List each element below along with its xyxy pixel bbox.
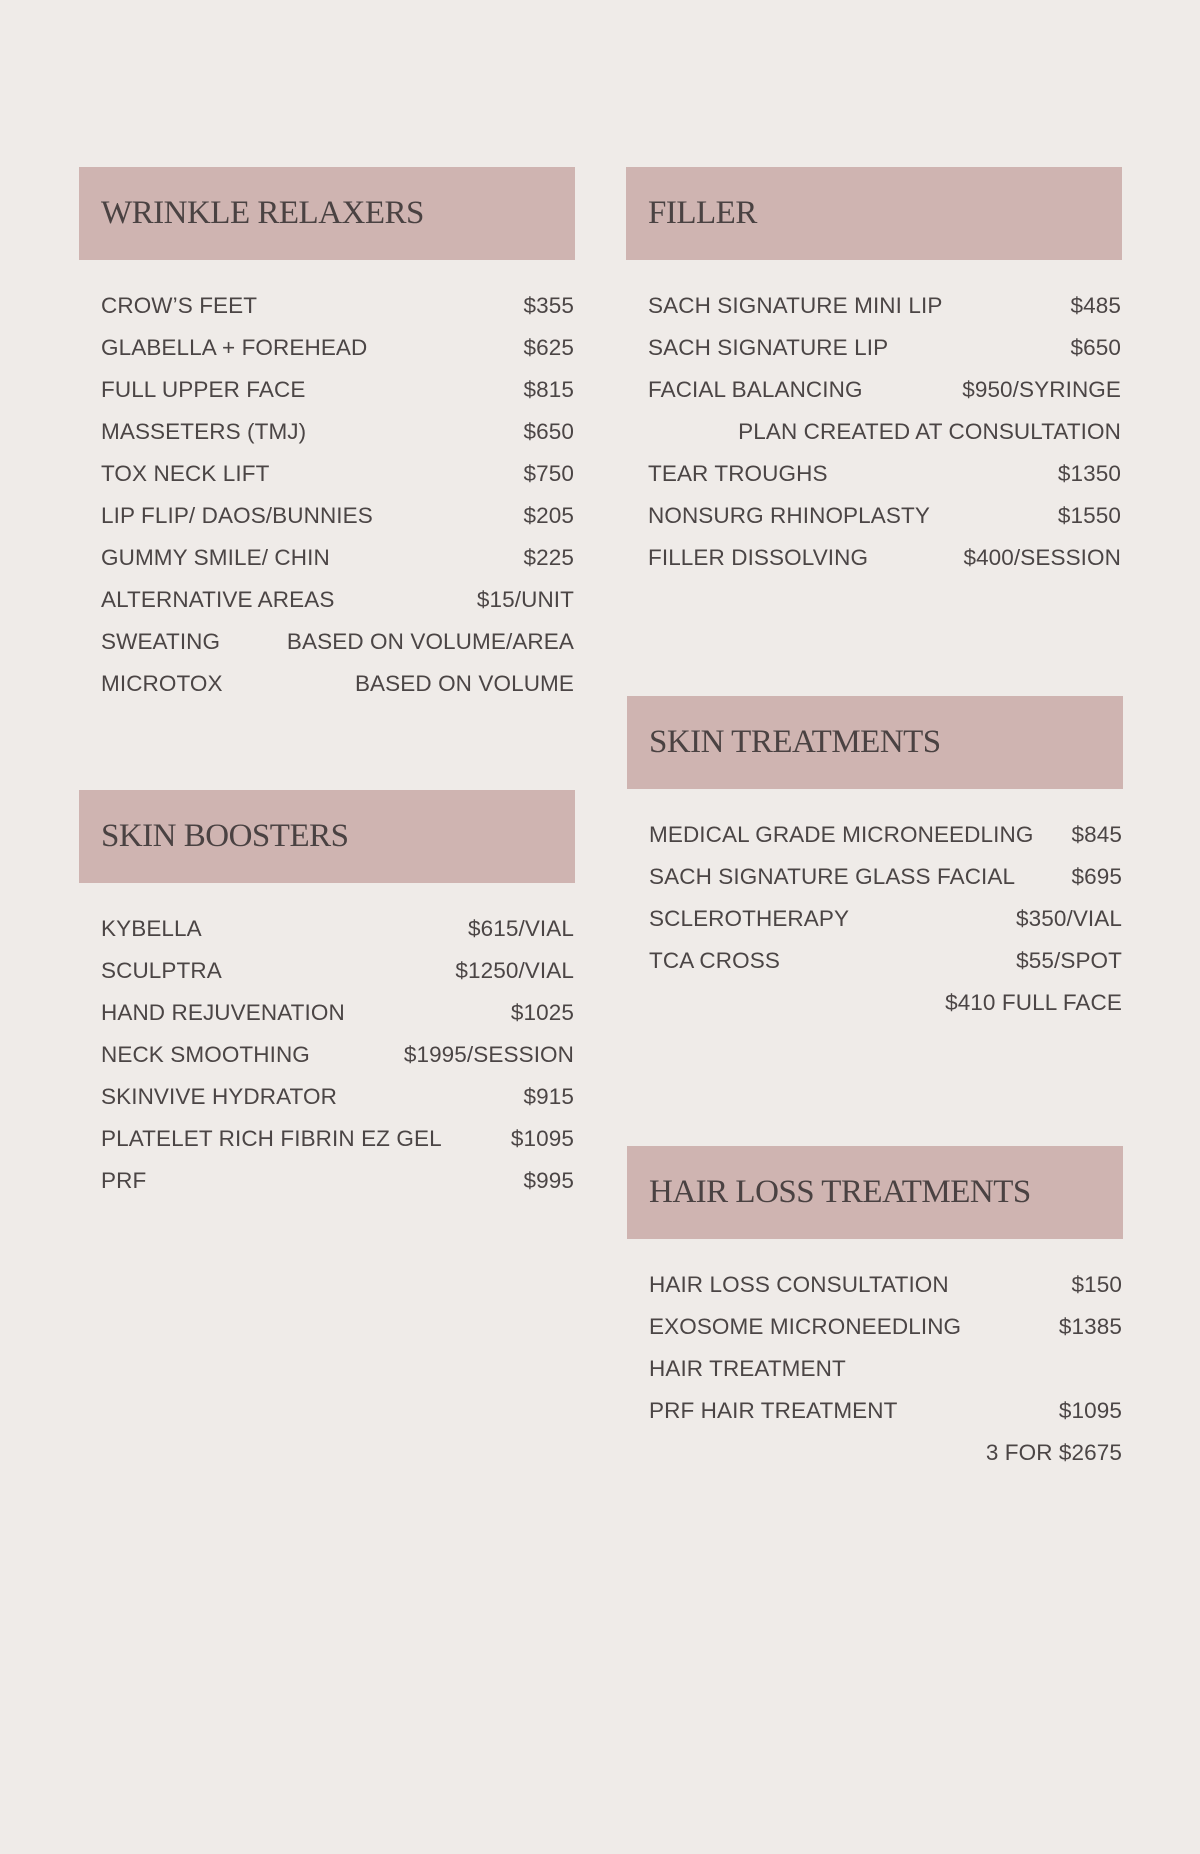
- treatment-price: $1025: [510, 1000, 574, 1025]
- treatment-name: EXOSOME MICRONEEDLING: [649, 1314, 962, 1339]
- treatment-price: $15/UNIT: [476, 587, 574, 612]
- price-row: [101, 461, 574, 503]
- treatment-name: NONSURG RHINOPLASTY: [648, 503, 930, 528]
- price-row: [648, 377, 1121, 419]
- price-note-row: [649, 990, 1122, 1032]
- price-row: [649, 1272, 1122, 1314]
- treatment-name: CROW’S FEET: [101, 293, 258, 318]
- treatment-name: LIP FLIP/ DAOS/BUNNIES: [101, 503, 373, 528]
- treatment-price: $815: [523, 377, 574, 402]
- price-row: [648, 503, 1121, 545]
- treatment-name: TOX NECK LIFT: [101, 461, 270, 486]
- treatment-name: SCULPTRA: [101, 958, 222, 983]
- treatment-name: NECK SMOOTHING: [101, 1042, 310, 1067]
- price-row: [649, 1398, 1122, 1440]
- treatment-price: $1095: [1058, 1398, 1122, 1423]
- treatment-price: $995: [523, 1168, 574, 1193]
- treatment-name: SKINVIVE HYDRATOR: [101, 1084, 337, 1109]
- section-header: [626, 167, 1122, 260]
- section-title: SKIN TREATMENTS: [649, 724, 941, 760]
- treatment-price-note: PLAN CREATED AT CONSULTATION: [738, 419, 1121, 444]
- section-header: [627, 1146, 1123, 1239]
- treatment-name: GLABELLA + FOREHEAD: [101, 335, 368, 360]
- section-filler: [626, 167, 1122, 587]
- price-row: [101, 1126, 574, 1168]
- treatment-price: $55/SPOT: [1016, 948, 1122, 973]
- treatment-name: KYBELLA: [101, 916, 202, 941]
- section-title: FILLER: [648, 195, 757, 231]
- treatment-name: SCLEROTHERAPY: [649, 906, 850, 931]
- price-list: [79, 916, 575, 1210]
- treatment-price: $1550: [1057, 503, 1121, 528]
- treatment-price: $1995/SESSION: [403, 1042, 574, 1067]
- treatment-price: $1385: [1058, 1314, 1122, 1339]
- section-skin-treatments: [627, 696, 1123, 1032]
- treatment-name: MICROTOX: [101, 671, 223, 696]
- treatment-name: MASSETERS (TMJ): [101, 419, 307, 444]
- treatment-price: $350/VIAL: [1016, 906, 1122, 931]
- treatment-price: $915: [523, 1084, 574, 1109]
- treatment-name: HAIR TREATMENT: [649, 1356, 846, 1381]
- treatment-price: $650: [523, 419, 574, 444]
- section-header: [627, 696, 1123, 789]
- price-row: [648, 545, 1121, 587]
- section-header: [79, 167, 575, 260]
- treatment-name: SACH SIGNATURE MINI LIP: [648, 293, 943, 318]
- section-title: WRINKLE RELAXERS: [101, 195, 424, 231]
- price-row: [649, 948, 1122, 990]
- treatment-name: SACH SIGNATURE LIP: [648, 335, 889, 360]
- price-row: [648, 461, 1121, 503]
- price-list: [627, 1272, 1123, 1482]
- price-row: [101, 629, 574, 671]
- treatment-price: $650: [1070, 335, 1121, 360]
- treatment-price: $1095: [510, 1126, 574, 1151]
- treatment-name: TCA CROSS: [649, 948, 780, 973]
- treatment-name: SACH SIGNATURE GLASS FACIAL: [649, 864, 1016, 889]
- treatment-name: HAIR LOSS CONSULTATION: [649, 1272, 949, 1297]
- treatment-price: $225: [523, 545, 574, 570]
- price-row: [649, 1314, 1122, 1356]
- treatment-name: FACIAL BALANCING: [648, 377, 863, 402]
- price-row: [648, 293, 1121, 335]
- treatment-price-note: $410 FULL FACE: [945, 990, 1122, 1015]
- price-note-row: [648, 419, 1121, 461]
- treatment-price: $400/SESSION: [963, 545, 1121, 570]
- treatment-price: $205: [523, 503, 574, 528]
- treatment-price: $695: [1071, 864, 1122, 889]
- price-row: [101, 293, 574, 335]
- treatment-name: ALTERNATIVE AREAS: [101, 587, 335, 612]
- treatment-name: PRF: [101, 1168, 147, 1193]
- section-hair-loss-treatments: [627, 1146, 1123, 1482]
- section-title: SKIN BOOSTERS: [101, 818, 349, 854]
- price-row: [648, 335, 1121, 377]
- price-row: [101, 916, 574, 958]
- price-row: [649, 1356, 1122, 1398]
- price-row: [649, 864, 1122, 906]
- section-header: [79, 790, 575, 883]
- price-row: [101, 419, 574, 461]
- price-row: [101, 503, 574, 545]
- price-row: [101, 545, 574, 587]
- treatment-name: SWEATING: [101, 629, 221, 654]
- treatment-name: PLATELET RICH FIBRIN EZ GEL: [101, 1126, 442, 1151]
- treatment-price: $750: [523, 461, 574, 486]
- treatment-price: $150: [1071, 1272, 1122, 1297]
- price-list: [626, 293, 1122, 587]
- treatment-price: $485: [1070, 293, 1121, 318]
- treatment-price: BASED ON VOLUME/AREA: [286, 629, 574, 654]
- price-row: [649, 906, 1122, 948]
- price-list: [627, 822, 1123, 1032]
- treatment-price: $1350: [1057, 461, 1121, 486]
- treatment-price: $615/VIAL: [468, 916, 574, 941]
- price-row: [649, 822, 1122, 864]
- treatment-name: FULL UPPER FACE: [101, 377, 306, 402]
- price-row: [101, 1084, 574, 1126]
- section-title: HAIR LOSS TREATMENTS: [649, 1174, 1031, 1210]
- section-skin-boosters: [79, 790, 575, 1210]
- price-row: [101, 958, 574, 1000]
- price-row: [101, 1168, 574, 1210]
- price-row: [101, 335, 574, 377]
- treatment-price: $1250/VIAL: [455, 958, 574, 983]
- treatment-name: MEDICAL GRADE MICRONEEDLING: [649, 822, 1034, 847]
- section-wrinkle-relaxers: [79, 167, 575, 713]
- price-row: [101, 1042, 574, 1084]
- treatment-name: PRF HAIR TREATMENT: [649, 1398, 898, 1423]
- treatment-name: TEAR TROUGHS: [648, 461, 828, 486]
- treatment-price: $845: [1071, 822, 1122, 847]
- treatment-price: $625: [523, 335, 574, 360]
- price-row: [101, 377, 574, 419]
- treatment-name: FILLER DISSOLVING: [648, 545, 869, 570]
- price-note-row: [649, 1440, 1122, 1482]
- treatment-name: HAND REJUVENATION: [101, 1000, 345, 1025]
- treatment-name: GUMMY SMILE/ CHIN: [101, 545, 330, 570]
- treatment-price-note: 3 FOR $2675: [985, 1440, 1122, 1465]
- price-row: [101, 1000, 574, 1042]
- price-row: [101, 587, 574, 629]
- treatment-price: $355: [523, 293, 574, 318]
- treatment-price: $950/SYRINGE: [962, 377, 1121, 402]
- treatment-price: BASED ON VOLUME: [354, 671, 574, 696]
- price-row: [101, 671, 574, 713]
- price-list: [79, 293, 575, 713]
